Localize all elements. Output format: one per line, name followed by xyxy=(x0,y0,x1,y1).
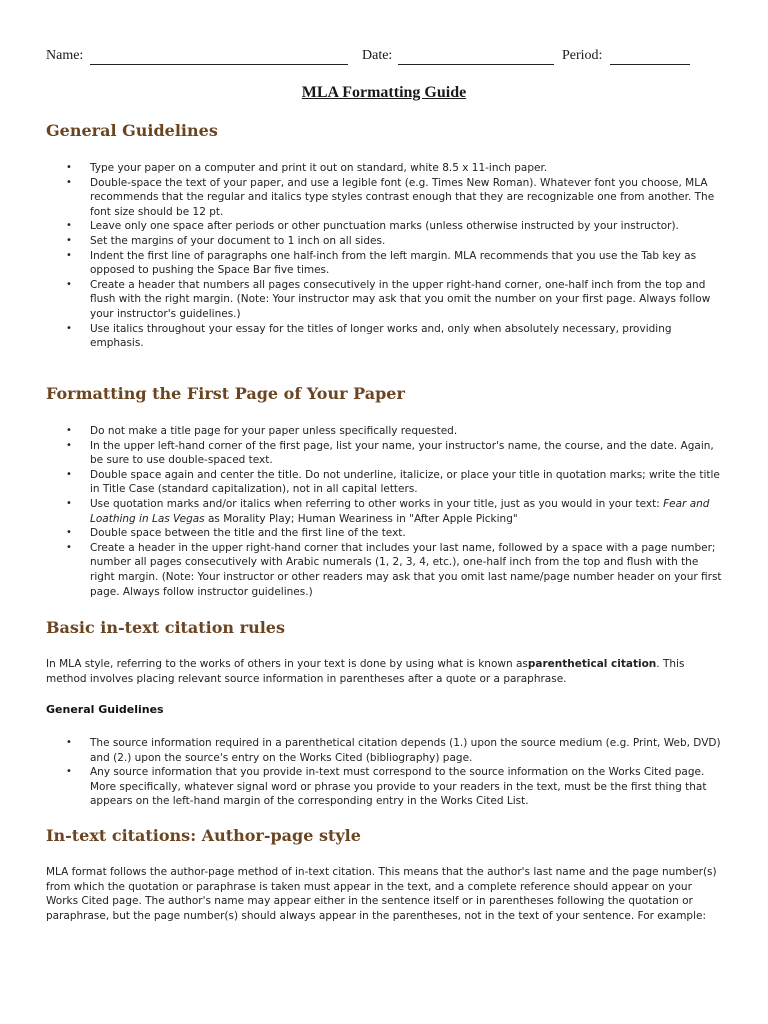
general-guidelines-list xyxy=(46,161,726,351)
list-item: • Do not make a title page for your paper unless specifically requested. xyxy=(66,425,458,437)
bullet-icon: • xyxy=(66,439,72,451)
section-heading-author-page: In-text citations: Author-page style xyxy=(46,826,361,845)
bullet-icon: • xyxy=(66,162,72,173)
subheading-general-guidelines: General Guidelines xyxy=(46,703,164,716)
period-label: Period: xyxy=(562,48,603,63)
bullet-icon: • xyxy=(66,737,72,748)
citation-intro-paragraph: In MLA style, referring to the works of others in your text is done by using what is known asparenthetical citation. This method involves placing relevant source information in parentheses after a quote or a paraphrase. xyxy=(46,658,685,685)
period-blank xyxy=(610,64,690,65)
italic-title: Fear and Loathing in Las Vegas xyxy=(90,497,710,525)
bullet-icon: • xyxy=(66,425,72,436)
bullet-icon: • xyxy=(66,176,72,188)
name-label: Name: xyxy=(46,48,84,63)
list-item: • Create a header in the upper right-hand corner that includes your last name, followed by a space with a page number; number all pages consecutively with Arabic numerals (1, 2, 3, 4, etc.), one-half inch from the top and flush with the right margin. (Note: Your instructor or other readers may ask that you omit last name/page number header on your first page. Always follow instructor guidelines.) xyxy=(66,541,722,598)
student-header xyxy=(46,48,690,68)
bullet-icon: • xyxy=(66,468,72,480)
list-item: • Indent the first line of paragraphs one half-inch from the left margin. MLA recommends that you use the Tab key as opposed to pushing the Space Bar five times. xyxy=(66,249,697,277)
bullet-icon: • xyxy=(66,322,72,334)
list-item: • Create a header that numbers all pages consecutively in the upper right-hand corner, one-half inch from the top and flush with the right margin. (Note: Your instructor may ask that you omit the number on your first page. Always follow your instructor's guidelines.) xyxy=(66,278,711,320)
bullet-icon: • xyxy=(66,766,72,778)
bullet-icon: • xyxy=(66,220,72,232)
citation-guidelines-list xyxy=(46,736,726,809)
bold-term: parenthetical citation xyxy=(527,658,657,670)
list-item: • The source information required in a parenthetical citation depends (1.) upon the source medium (e.g. Print, Web, DVD) and (2.) upon the source's entry on the Works Cited (bibliography) page. xyxy=(66,737,721,764)
list-item: • Use italics throughout your essay for the titles of longer works and, only when absolutely necessary, providing emphasis. xyxy=(66,322,672,350)
list-item: • Double space between the title and the first line of the text. xyxy=(66,527,406,540)
section-heading-general: General Guidelines xyxy=(46,121,218,140)
list-item: • Set the margins of your document to 1 inch on all sides. xyxy=(66,234,386,247)
author-page-paragraph: MLA format follows the author-page method of in-text citation. This means that the author's last name and the page number(s) from which the quotation or paraphrase is taken must appear in the text, and a complete reference should appear on your Works Cited page. The author's name may appear either in the sentence itself or in parentheses following the quotation or paraphrase, but the page number(s) should always appear in the parentheses, not in the text of your sentence. For example: xyxy=(46,866,717,922)
bullet-icon: • xyxy=(66,278,72,290)
list-item: • Any source information that you provide in-text must correspond to the source information on the Works Cited page. More specifically, whatever signal word or phrase you provide to your readers in the text, must be the first thing that appears on the left-hand margin of the corresponding entry in the Works Cited List. xyxy=(66,766,707,808)
bullet-icon: • xyxy=(66,527,72,539)
list-item: • Double-space the text of your paper, and use a legible font (e.g. Times New Roman). Whatever font you choose, MLA recommends that the regular and italics type styles contrast enough that they are recognizable one from another. The font size should be 12 pt. xyxy=(66,176,715,218)
list-item: • Double space again and center the title. Do not underline, italicize, or place your title in quotation marks; write the title in Title Case (standard capitalization), not in all capital letters. xyxy=(66,468,720,496)
list-item: • Use quotation marks and/or italics when referring to other works in your title, just as you would in your text: Fear and Loathing in Las Vegas as Morality Play; Human Weariness in "After Apple Picking" xyxy=(66,497,710,525)
list-item: • In the upper left-hand corner of the first page, list your name, your instructor's name, the course, and the date. Again, be sure to use double-spaced text. xyxy=(66,439,714,467)
date-blank xyxy=(398,64,554,65)
bullet-icon: • xyxy=(66,249,72,261)
section-heading-basic-citation: Basic in-text citation rules xyxy=(46,618,285,637)
document-title: MLA Formatting Guide xyxy=(301,84,467,101)
name-blank xyxy=(90,64,348,65)
first-page-list xyxy=(46,424,726,599)
date-label: Date: xyxy=(362,48,393,63)
bullet-icon: • xyxy=(66,497,72,509)
section-heading-first-page: Formatting the First Page of Your Paper xyxy=(46,384,405,403)
list-item: • Leave only one space after periods or other punctuation marks (unless otherwise instructed by your instructor). xyxy=(66,220,679,233)
bullet-icon: • xyxy=(66,234,72,246)
bullet-icon: • xyxy=(66,541,72,553)
list-item: • Type your paper on a computer and print it out on standard, white 8.5 x 11-inch paper. xyxy=(66,162,548,174)
